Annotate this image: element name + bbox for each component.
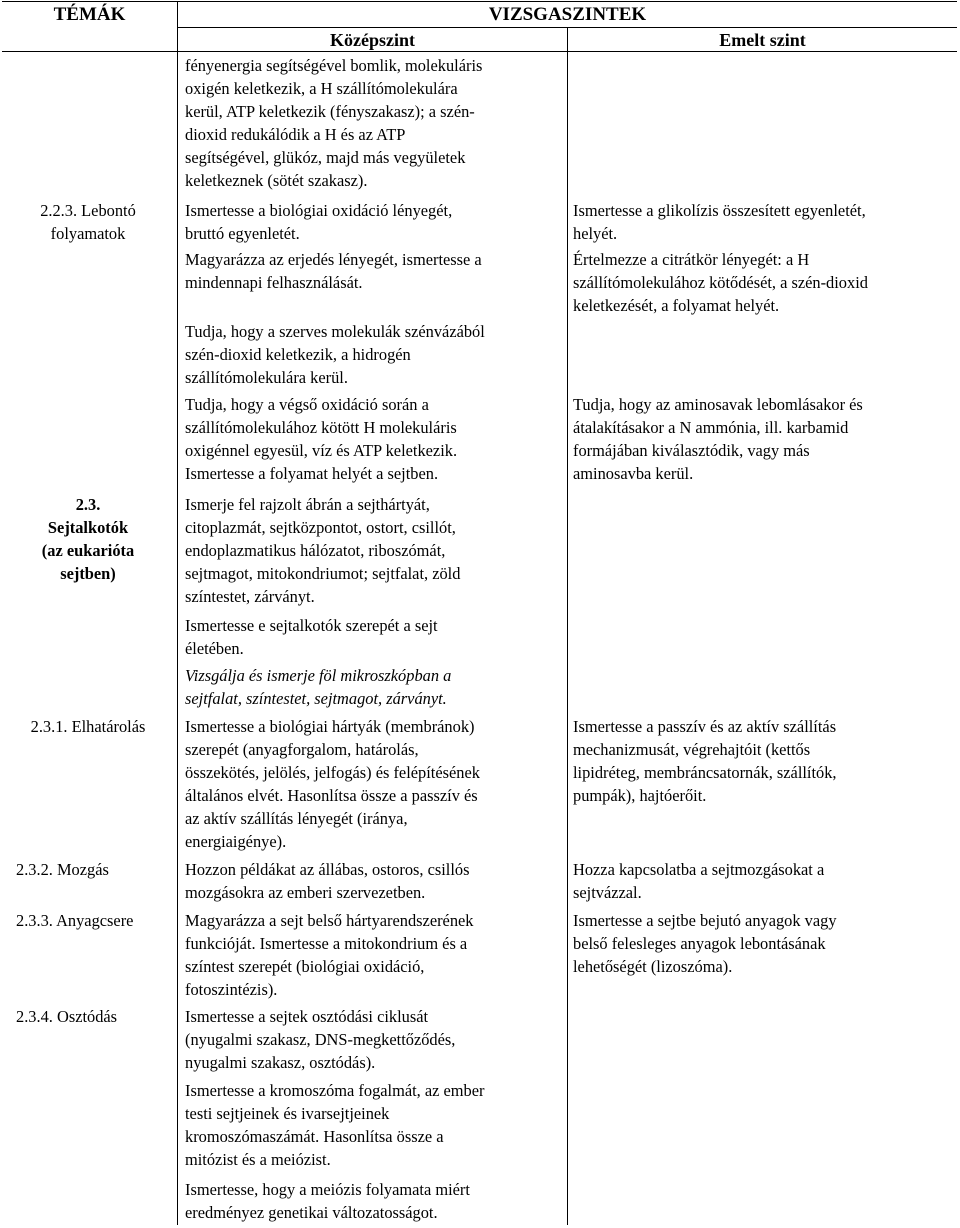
mid-block-membranes <box>185 715 565 853</box>
text-line: Tudja, hogy a szerves molekulák szénvázából <box>185 322 485 341</box>
text-line: bruttó egyenletét. <box>185 224 300 243</box>
text-line: Ismertesse a biológiai oxidáció lényegét, <box>185 201 453 220</box>
text-line: Értelmezze a citrátkör lényegét: a H <box>573 250 810 269</box>
text-line: Ismertesse a folyamat helyét a sejtben. <box>185 464 439 483</box>
exam-levels-header: VIZSGASZINTEK <box>488 4 647 25</box>
mid-block-photosynthesis <box>185 54 565 192</box>
text-line: aminosavba kerül. <box>573 464 694 483</box>
text-line: Magyarázza a sejt belső hártyarendszerének <box>185 911 474 930</box>
text-line: szerepét (anyagforgalom, határolás, <box>185 740 419 759</box>
mid-block-motility <box>185 858 565 904</box>
text-line: oxigénnel egyesül, víz és ATP keletkezik. <box>185 441 458 460</box>
text-line: színtest szerepét (biológiai oxidáció, <box>185 957 425 976</box>
text-line: Tudja, hogy a végső oxidáció során a <box>185 395 429 414</box>
text-line: testi sejtjeinek és ivarsejtjeinek <box>185 1104 390 1123</box>
text-line: pumpák), hajtóerőit. <box>573 786 707 805</box>
adv-block-lysosome <box>573 909 955 978</box>
text-line: Ismertesse a kromoszóma fogalmát, az ember <box>185 1081 485 1100</box>
text-line: endoplazmatikus hálózatot, riboszómát, <box>185 541 446 560</box>
text-line: Ismerje fel rajzolt ábrán a sejthártyát, <box>185 495 430 514</box>
mid-block-terminal-oxidation <box>185 393 565 485</box>
mid-level-header: Középszint <box>330 30 415 50</box>
adv-block-citrate-cycle <box>573 248 955 317</box>
mid-block-biological-oxidation <box>185 199 565 245</box>
text-line: energiaigénye). <box>185 832 287 851</box>
mid-block-carbon-skeleton <box>185 320 565 389</box>
text-line: sejtmagot, mitokondriumot; sejtfalat, zöld <box>185 564 461 583</box>
text-line: általános elvét. Hasonlítsa össze a passzív és <box>185 786 478 805</box>
text-line: dioxid redukálódik a H és az ATP <box>185 125 406 144</box>
text-line: keletkezését, a folyamat helyét. <box>573 296 780 315</box>
text-line: Hozza kapcsolatba a sejtmozgásokat a <box>573 860 825 879</box>
text-line: (nyugalmi szakasz, DNS-megkettőződés, <box>185 1030 456 1049</box>
text-line: életében. <box>185 639 244 658</box>
text-line: belső felesleges anyagok lebontásának <box>573 934 826 953</box>
text-line: kromoszómaszámát. Hasonlítsa össze a <box>185 1127 444 1146</box>
text-line: Ismertesse, hogy a meiózis folyamata miért <box>185 1180 470 1199</box>
adv-block-cytoskeleton <box>573 858 955 904</box>
text-line: mitózist és a meiózist. <box>185 1150 331 1169</box>
text-line: funkcióját. Ismertesse a mitokondrium és a <box>185 934 468 953</box>
text-line: keletkeznek (sötét szakasz). <box>185 171 368 190</box>
mid-block-microscopy <box>185 664 565 710</box>
text-line: szállítómolekulához kötődését, a szén-dioxid <box>573 273 868 292</box>
text-line: Ismertesse a sejtbe bejutó anyagok vagy <box>573 911 837 930</box>
text-line: formájában kiválasztódik, vagy más <box>573 441 810 460</box>
topic-lebonto-folyamatok: 2.2.3. Lebontó folyamatok <box>40 201 136 243</box>
text-line: mechanizmusát, végrehajtóit (kettős <box>573 740 811 759</box>
text-line: az aktív szállítás lényegét (iránya, <box>185 809 408 828</box>
text-line: sejtfalat, színtestet, sejtmagot, zárványt. <box>185 689 447 708</box>
text-line: lipidréteg, membráncsatornák, szállítók, <box>573 763 837 782</box>
text-line: Magyarázza az erjedés lényegét, ismertesse a <box>185 250 482 269</box>
text-line: segítségével, glükóz, majd más vegyületek <box>185 148 466 167</box>
text-line: szállítómolekulához kötött H molekuláris <box>185 418 457 437</box>
text-line: Hozzon példákat az állábas, ostoros, csillós <box>185 860 470 879</box>
exam-requirements-table <box>2 1 957 1225</box>
topic-mozgas: 2.3.2. Mozgás <box>16 860 109 879</box>
advanced-level-header: Emelt szint <box>719 30 806 50</box>
text-line: mindennapi felhasználását. <box>185 273 363 292</box>
text-line: eredményez genetikai változatosságot. <box>185 1203 438 1222</box>
text-line: fotoszintézis). <box>185 980 278 999</box>
text-line: szállítómolekulára kerül. <box>185 368 348 387</box>
mid-block-cell-organelles <box>185 493 565 608</box>
mid-block-chromosomes <box>185 1079 565 1171</box>
adv-block-transport <box>573 715 955 807</box>
column-divider-left <box>177 1 178 1225</box>
text-line: oxigén keletkezik, a H szállítómolekulára <box>185 79 458 98</box>
topic-sejtalkotok: 2.3. Sejtalkotók (az eukarióta sejtben) <box>41 495 135 583</box>
text-line: átalakításakor a N ammónia, ill. karbamid <box>573 418 849 437</box>
column-divider-right <box>567 27 568 1225</box>
text-line: helyét. <box>573 224 618 243</box>
text-line: Ismertesse a biológiai hártyák (membránok) <box>185 717 475 736</box>
text-line: Vizsgálja és ismerje föl mikroszkópban a <box>185 666 452 685</box>
mid-block-fermentation <box>185 248 565 294</box>
text-line: Ismertesse e sejtalkotók szerepét a sejt <box>185 616 438 635</box>
table-top-border <box>2 1 957 2</box>
mid-block-meiosis <box>185 1178 565 1224</box>
text-line: Tudja, hogy az aminosavak lebomlásakor és <box>573 395 863 414</box>
text-line: Ismertesse a glikolízis összesített egyenletét, <box>573 201 866 220</box>
text-line: Ismertesse a passzív és az aktív szállítás <box>573 717 837 736</box>
text-line: összekötés, jelölés, jelfogás) és felépítésének <box>185 763 480 782</box>
mid-block-cell-cycle <box>185 1005 565 1074</box>
text-line: kerül, ATP keletkezik (fényszakasz); a szén- <box>185 102 475 121</box>
text-line: lehetőségét (lizoszóma). <box>573 957 733 976</box>
adv-block-amino-acids <box>573 393 955 485</box>
topic-elhatarolas: 2.3.1. Elhatárolás <box>30 717 146 736</box>
text-line: szén-dioxid keletkezik, a hidrogén <box>185 345 411 364</box>
topic-osztodas: 2.3.4. Osztódás <box>16 1007 118 1026</box>
topics-header: TÉMÁK <box>53 4 126 25</box>
text-line: citoplazmát, sejtközpontot, ostort, csillót, <box>185 518 456 537</box>
mid-block-organelle-roles <box>185 614 565 660</box>
mid-block-endomembranes <box>185 909 565 1001</box>
text-line: nyugalmi szakasz, osztódás). <box>185 1053 376 1072</box>
adv-block-glycolysis <box>573 199 955 245</box>
text-line: sejtvázzal. <box>573 883 642 902</box>
text-line: színtestet, zárványt. <box>185 587 315 606</box>
text-line: mozgásokra az emberi szervezetben. <box>185 883 426 902</box>
text-line: Ismertesse a sejtek osztódási ciklusát <box>185 1007 429 1026</box>
text-line: fényenergia segítségével bomlik, molekuláris <box>185 56 483 75</box>
topic-anyagcsere: 2.3.3. Anyagcsere <box>16 911 134 930</box>
